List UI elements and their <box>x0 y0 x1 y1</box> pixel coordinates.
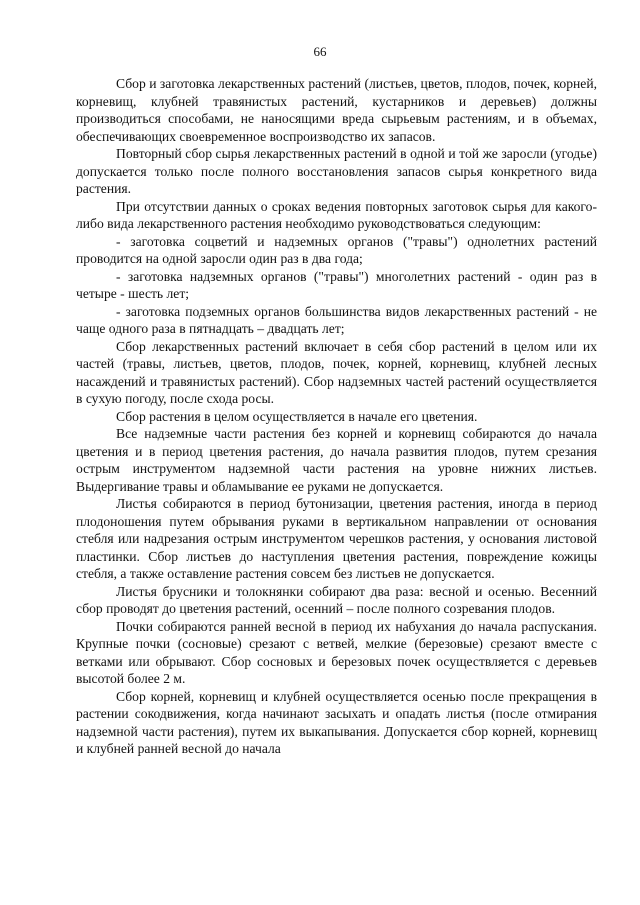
paragraph-leaves: Листья собираются в период бутонизации, цветения растения, иногда в период плодоношения путем обрывания руками в вертикальном направлении от основания стебля или надрезания острым инструментом черешков растения, у основания листовой пластинки. Сбор листьев до наступления цветения растения, повреждение кожицы стебля, а также оставление растения совсем без листьев не допускается. <box>76 496 597 581</box>
page-number: 66 <box>313 44 327 59</box>
paragraph-harvest-principles: Сбор и заготовка лекарственных растений (листьев, цветов, плодов, почек, корней, корневищ, клубней травянистых растений, кустарников и деревьев) должны производиться способами, не наносящими вреда сырьевым растениям, и в объемах, обеспечивающих своевременное воспроизводство их запасов. <box>76 76 597 144</box>
list-item-annual-plants: - заготовка соцветий и надземных органов ("травы") однолетних растений проводится на одной заросли один раз в два года; <box>76 233 597 266</box>
paragraph-lingonberry-bearberry: Листья брусники и толокнянки собирают два раза: весной и осенью. Весенний сбор проводят до цветения растений, осенний – после полного созревания плодов. <box>76 583 597 616</box>
paragraph-repeat-harvest: Повторный сбор сырья лекарственных растений в одной и той же заросли (угодье) допускается только после полного восстановления запасов сырья конкретного вида растения. <box>76 146 597 196</box>
list-item-perennial-plants: - заготовка надземных органов ("травы") многолетних растений - один раз в четыре - шесть лет; <box>76 268 597 301</box>
paragraph-guidance-intro: При отсутствии данных о сроках ведения повторных заготовок сырья для какого-либо вида лекарственного растения необходимо руководствоваться следующим: <box>76 198 597 231</box>
paragraph-collection-scope: Сбор лекарственных растений включает в себя сбор растений в целом или их частей (травы, листьев, цветов, плодов, почек, корней, корневищ, клубней лесных насаждений и травянистых растений). Сбор надземных частей растений осуществляется в сухую погоду, после схода росы. <box>76 338 597 406</box>
body-text <box>76 75 597 758</box>
list-item-underground-organs: - заготовка подземных органов большинства видов лекарственных растений - не чаще одного раза в пятнадцать – двадцать лет; <box>76 303 597 336</box>
paragraph-buds: Почки собираются ранней весной в период их набухания до начала распускания. Крупные почки (сосновые) срезают с ветвей, мелкие (березовые) срезают вместе с ветками или обрывают. Сбор сосновых и березовых почек осуществляется с деревьев высотой более 2 м. <box>76 618 597 686</box>
paragraph-whole-plant: Сбор растения в целом осуществляется в начале его цветения. <box>116 408 478 424</box>
paragraph-roots: Сбор корней, корневищ и клубней осуществляется осенью после прекращения в растении сокодвижения, когда начинают засыхать и опадать листья (после отмирания надземной части растения), путем их выкапывания. Допускается сбор корней, корневищ и клубней ранней весной до начала <box>76 688 597 756</box>
paragraph-aerial-parts: Все надземные части растения без корней и корневищ собираются до начала цветения и в период цветения растения, до начала развития плодов, путем срезания острым инструментом надземной части растения на уровне нижних листьев. Выдергивание травы и обламывание ее руками не допускается. <box>76 426 597 494</box>
